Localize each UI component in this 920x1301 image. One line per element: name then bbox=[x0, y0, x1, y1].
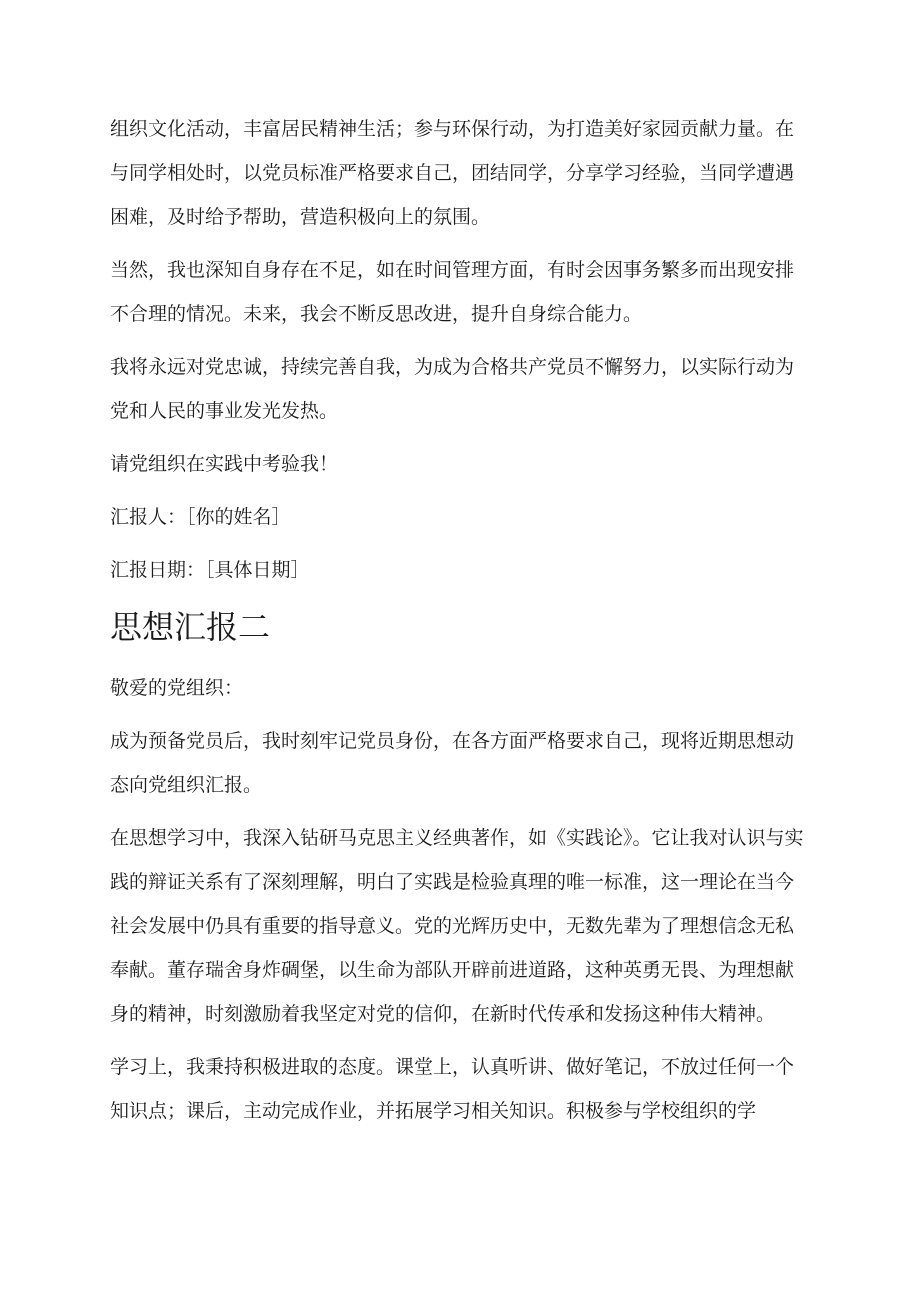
salutation: 敬爱的党组织： bbox=[110, 677, 244, 699]
document-page bbox=[110, 107, 810, 1142]
paragraph-learning: 学习上，我秉持积极进取的态度。课堂上，认真听讲、做好笔记，不放过任何一个知识点；课后，主动完成作业，并拓展学习相关知识。积极参与学校组织的学 bbox=[110, 1056, 795, 1122]
paragraph-shortcomings: 当然，我也深知自身存在不足，如在时间管理方面，有时会因事务繁多而出现安排不合理的情况。未来，我会不断反思改进，提升自身综合能力。 bbox=[110, 259, 795, 325]
section-heading: 思想汇报二 bbox=[110, 608, 271, 646]
paragraph-commitment: 我将永远对党忠诚，持续完善自我，为成为合格共产党员不懈努力，以实际行动为党和人民的事业发光发热。 bbox=[110, 356, 795, 422]
paragraph-community-activities: 组织文化活动，丰富居民精神生活；参与环保行动，为打造美好家园贡献力量。在与同学相处时，以党员标准严格要求自己，团结同学，分享学习经验，当同学遭遇困难，及时给予帮助，营造积极向上的氛围。 bbox=[110, 118, 795, 228]
report-date-line: 汇报日期：［具体日期］ bbox=[110, 559, 310, 581]
reporter-name-line: 汇报人：［你的姓名］ bbox=[110, 506, 291, 528]
paragraph-request-test: 请党组织在实践中考验我！ bbox=[110, 453, 339, 475]
paragraph-intro: 成为预备党员后，我时刻牢记党员身份，在各方面严格要求自己，现将近期思想动态向党组织汇报。 bbox=[110, 730, 795, 796]
paragraph-ideological-study: 在思想学习中，我深入钻研马克思主义经典著作，如《实践论》。它让我对认识与实践的辩证关系有了深刻理解，明白了实践是检验真理的唯一标准，这一理论在当今社会发展中仍具有重要的指导意义。党的光辉历史中，无数先辈为了理想信念无私奉献。董存瑞舍身炸碉堡，以生命为部队开辟前进道路，这种英勇无畏、为理想献身的精神，时刻激励着我坚定对党的信仰，在新时代传承和发扬这种伟大精神。 bbox=[110, 827, 804, 1025]
